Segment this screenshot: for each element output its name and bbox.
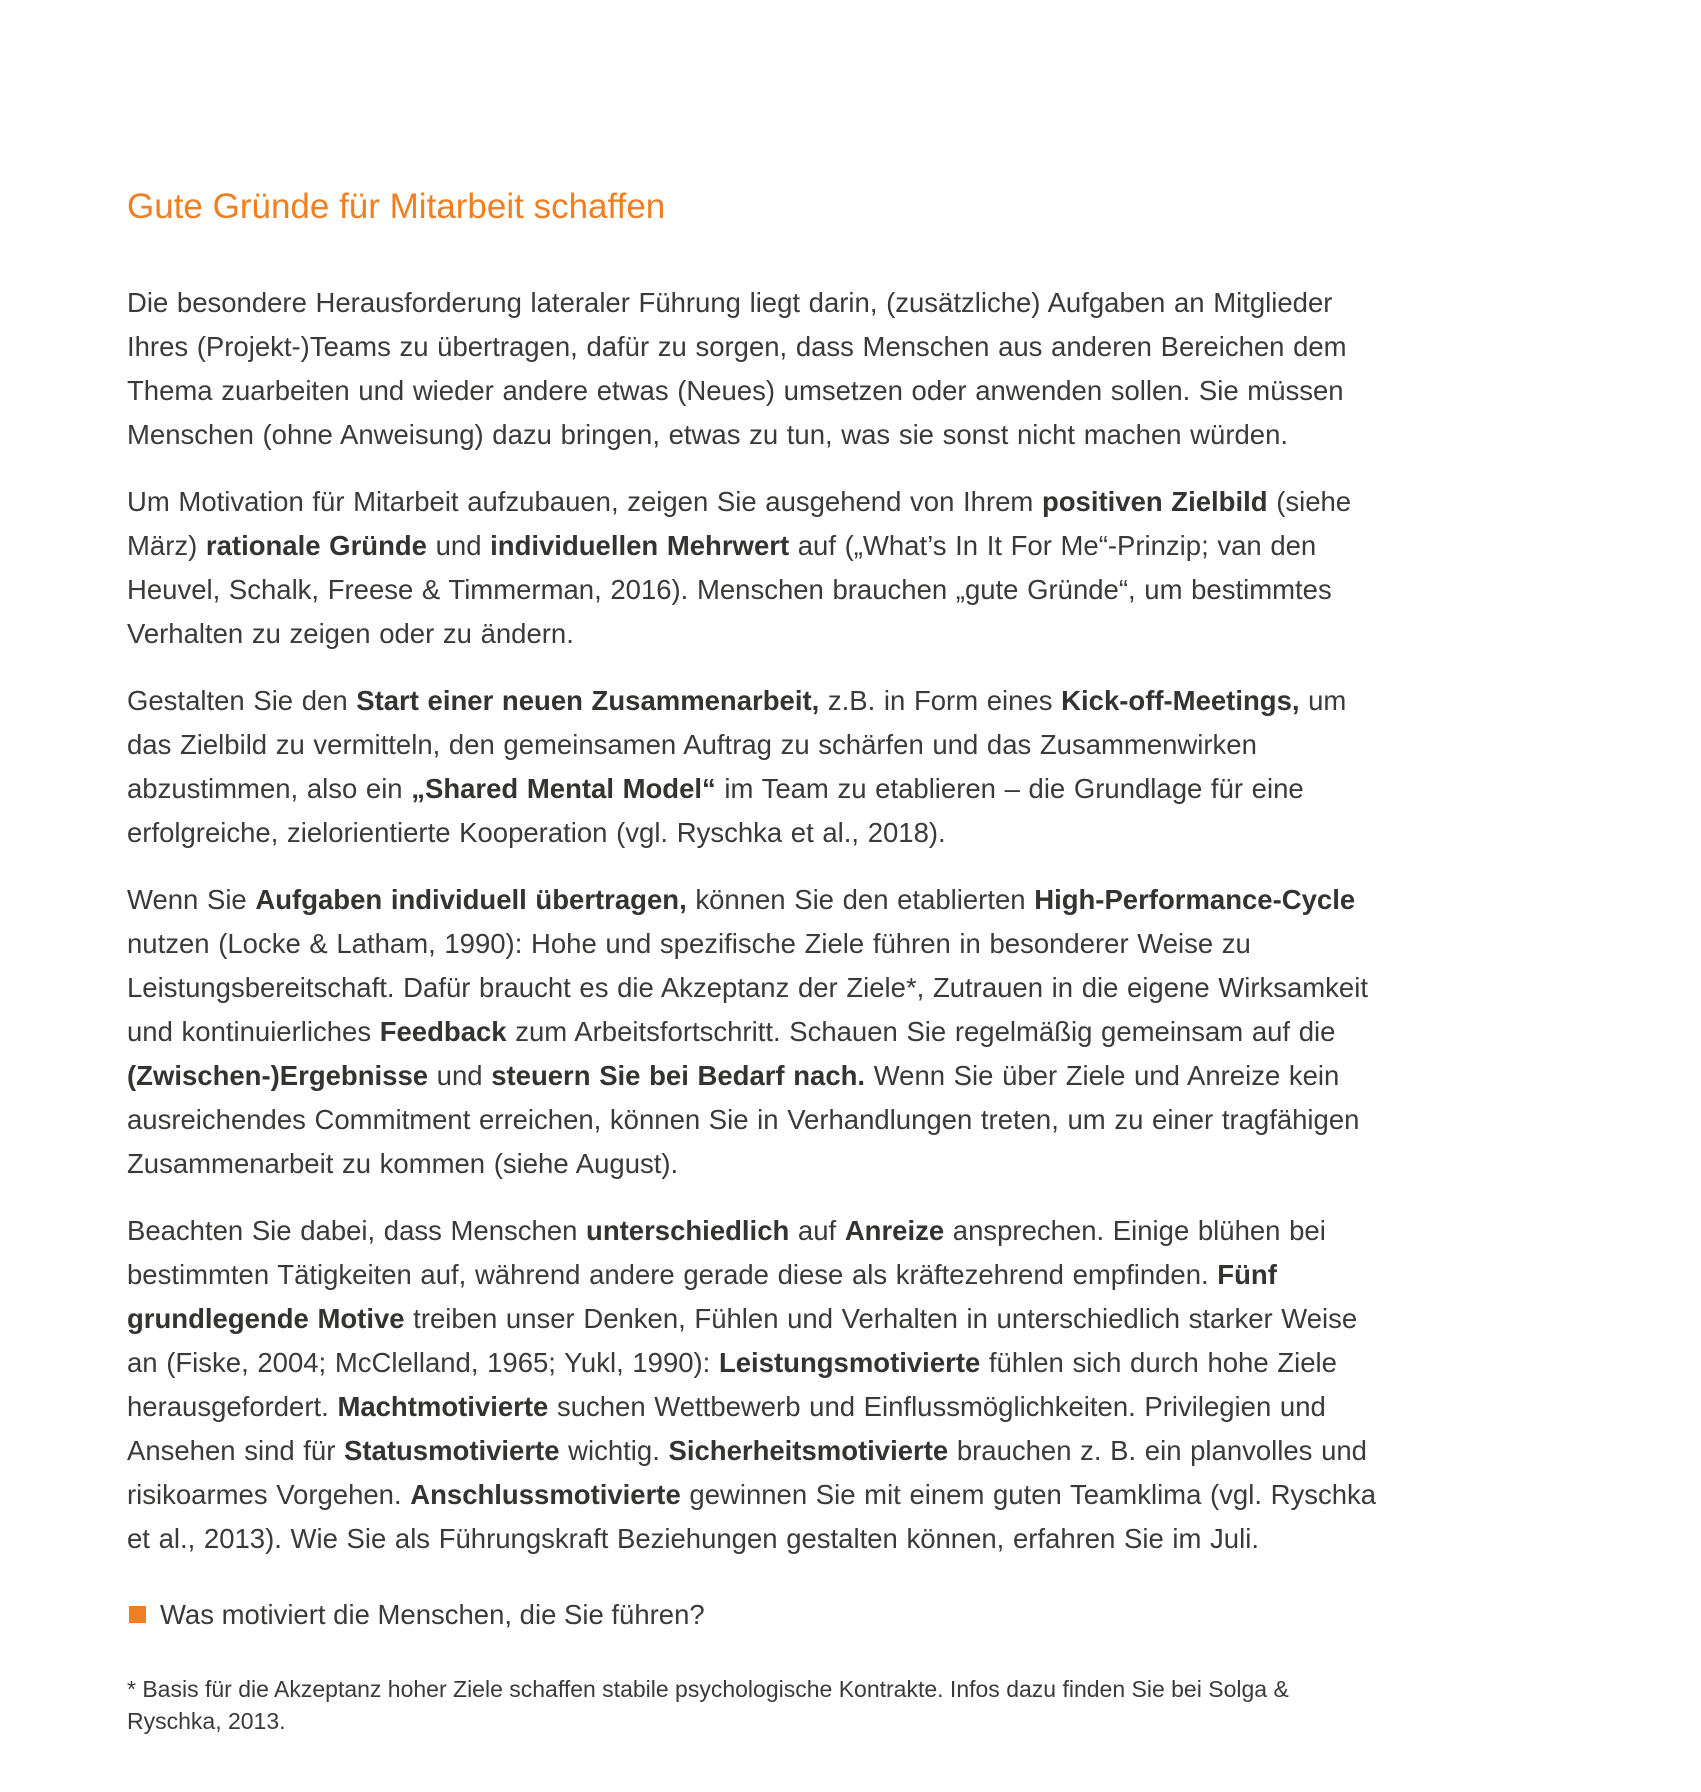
text-run: Die besondere Herausforderung lateraler Führung liegt darin, (zusätzliche) Aufgaben an Mitglieder Ihres (Projekt-)Teams zu übertragen, dafür zu sorgen, dass Menschen aus anderen Bereichen dem Thema zuarbeiten und wieder andere etwas (Neues) umsetzen oder anwenden sollen. Sie müssen Menschen (ohne Anweisung) dazu bringen, etwas zu tun, was sie sonst nicht machen würden. — [127, 286, 1347, 450]
page-title: Gute Gründe für Mitarbeit schaffen — [127, 187, 666, 226]
text-run: Start einer neuen Zusammenarbeit, — [356, 684, 820, 716]
text-run: z.B. in Form eines — [819, 684, 1062, 716]
text-run: Machtmotivierte — [337, 1390, 549, 1422]
text-run: auf („What’s In It For Me“-Prinzip; van den Heuvel, Schalk, Freese & Timmerman, 2016). Menschen brauchen „gute Gründe“, um bestimmtes Verhalten zu zeigen oder zu ändern. — [127, 529, 1332, 649]
paragraph — [127, 281, 1377, 457]
paragraph — [127, 878, 1377, 1186]
paragraph — [127, 480, 1377, 656]
text-run: brauchen z. B. ein planvolles und risikoarmes Vorgehen. — [127, 1434, 1367, 1510]
bullet-text: Was motiviert die Menschen, die Sie führen? — [160, 1598, 705, 1630]
text-run: positiven Zielbild — [1041, 485, 1268, 517]
text-run: „Shared Mental Model“ — [411, 772, 716, 804]
text-run: Anreize — [844, 1214, 945, 1246]
text-run: unterschiedlich — [586, 1214, 790, 1246]
paragraph — [127, 679, 1377, 855]
text-run: steuern Sie bei Bedarf nach. — [491, 1059, 866, 1091]
paragraph — [127, 1209, 1377, 1561]
text-run: Feedback — [379, 1015, 507, 1047]
text-run: auf — [789, 1214, 845, 1246]
bullet-item — [127, 1593, 1377, 1637]
text-run: High-Performance-Cycle — [1034, 883, 1356, 915]
text-run: Um Motivation für Mitarbeit aufzubauen, zeigen Sie ausgehend von Ihrem — [127, 485, 1042, 517]
text-run: Gestalten Sie den — [127, 684, 357, 716]
text-column — [127, 188, 1377, 1737]
text-run: gewinnen Sie mit einem guten Teamklima (vgl. Ryschka et al., 2013). Wie Sie als Führungskraft Beziehungen gestalten können, erfahren Sie im Juli. — [127, 1478, 1377, 1554]
text-run: Wenn Sie — [127, 883, 256, 915]
text-run: Leistungsmotivierte — [718, 1346, 981, 1378]
text-run: und — [426, 529, 491, 561]
text-run: können Sie den etablierten — [686, 883, 1035, 915]
text-run: individuellen Mehrwert — [490, 529, 790, 561]
text-run: Aufgaben individuell übertragen, — [255, 883, 687, 915]
text-run: Sicherheitsmotivierte — [668, 1434, 949, 1466]
text-run: Beachten Sie dabei, dass Menschen — [127, 1214, 587, 1246]
text-run: (Zwischen-)Ergebnisse — [127, 1059, 429, 1091]
text-run: Fünf grundlegende Motive — [127, 1258, 1277, 1334]
text-run: Anschlussmotivierte — [410, 1478, 681, 1510]
text-run: Wenn Sie über Ziele und Anreize kein ausreichendes Commitment erreichen, können Sie in Verhandlungen treten, um zu einer tragfähigen Zusammenarbeit zu kommen (siehe August). — [127, 1059, 1360, 1179]
text-run: rationale Gründe — [205, 529, 427, 561]
text-run: fühlen sich durch hohe Ziele herausgefordert. — [127, 1346, 1337, 1422]
text-run: zum Arbeitsfortschritt. Schauen Sie regelmäßig gemeinsam auf die — [506, 1015, 1336, 1047]
body-text — [127, 281, 1377, 1561]
text-run: ansprechen. Einige blühen bei bestimmten Tätigkeiten auf, während andere gerade diese als kräftezehrend empfinden. — [127, 1214, 1326, 1290]
text-run: (siehe März) — [127, 485, 1352, 561]
bullet-square-icon — [129, 1606, 146, 1623]
text-run: treiben unser Denken, Fühlen und Verhalten in unterschiedlich starker Weise an (Fiske, 2004; McClelland, 1965; Yukl, 1990): — [127, 1302, 1358, 1378]
footnote: * Basis für die Akzeptanz hoher Ziele schaffen stabile psychologische Kontrakte. Infos dazu finden Sie bei Solga & Ryschka, 2013. — [127, 1675, 1289, 1734]
text-run: Kick-off-Meetings, — [1061, 684, 1300, 716]
text-run: nutzen (Locke & Latham, 1990): Hohe und spezifische Ziele führen in besonderer Weise zu Leistungsbereitschaft. Dafür braucht es die Akzeptanz der Ziele*, Zutrauen in die eigene Wirksamkeit und kontinuierliches — [127, 927, 1368, 1047]
text-run: im Team zu etablieren – die Grundlage für eine erfolgreiche, zielorientierte Kooperation (vgl. Ryschka et al., 2018). — [127, 772, 1304, 848]
text-run: und — [428, 1059, 492, 1091]
text-run: um das Zielbild zu vermitteln, den gemeinsamen Auftrag zu schärfen und das Zusammenwirken abzustimmen, also ein — [127, 684, 1347, 804]
text-run: wichtig. — [559, 1434, 669, 1466]
text-run: suchen Wettbewerb und Einflussmöglichkeiten. Privilegien und Ansehen sind für — [127, 1390, 1326, 1466]
text-run: Statusmotivierte — [344, 1434, 560, 1466]
